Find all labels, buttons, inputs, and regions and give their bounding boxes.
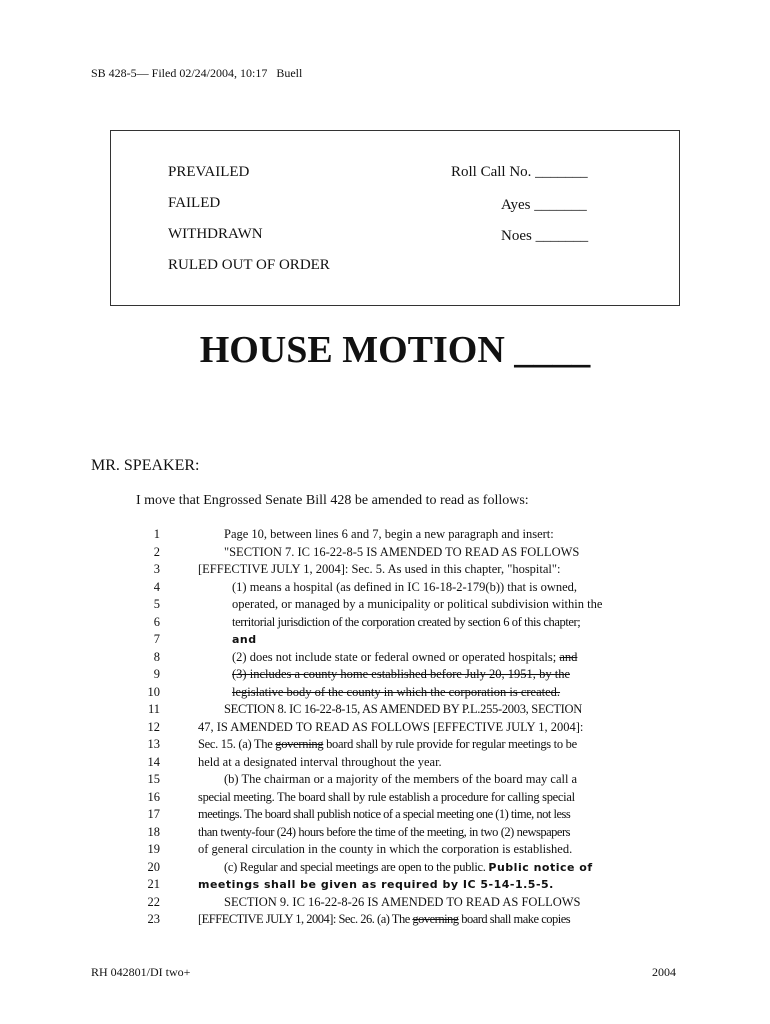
line-row	[0, 755, 770, 773]
noes-count: Noes _______	[501, 228, 589, 244]
line-text: (b) The chairman or a majority of the members of the board may call a	[224, 772, 578, 786]
line-row	[0, 842, 770, 860]
line-number: 13	[147, 737, 160, 751]
line-row	[0, 632, 770, 650]
line-text: SECTION 8. IC 16-22-8-15, AS AMENDED BY P.L.255-2003, SECTION	[224, 702, 582, 716]
line-text: of general circulation in the county in which the corporation is established.	[198, 842, 573, 856]
line-row	[0, 772, 770, 790]
line-text: [EFFECTIVE JULY 1, 2004]: Sec. 5. As used in this chapter, "hospital":	[198, 562, 561, 576]
line-number: 9	[153, 667, 160, 681]
line-row	[0, 545, 770, 563]
vote-status-box	[110, 130, 680, 306]
inserted-text: and	[232, 633, 257, 646]
line-number: 21	[147, 877, 160, 891]
line-text: territorial jurisdiction of the corporation created by section 6 of this chapter;	[232, 614, 581, 629]
footer-year: 2004	[652, 965, 676, 979]
line-row	[0, 895, 770, 913]
line-number: 11	[147, 702, 160, 716]
deleted-text: governing	[275, 737, 324, 751]
deleted-text: governing	[412, 912, 459, 926]
line-text: special meeting. The board shall by rule establish a procedure for calling special	[198, 789, 575, 804]
status-prevailed: PREVAILED	[168, 164, 250, 180]
line-number: 14	[147, 754, 160, 769]
footer-document-id: RH 042801/DI two+	[91, 965, 191, 979]
line-row	[0, 807, 770, 825]
line-number: 12	[147, 719, 160, 734]
addressee: MR. SPEAKER:	[91, 457, 200, 474]
line-row	[0, 737, 770, 755]
line-row	[0, 580, 770, 598]
line-text: (2) does not include state or federal owned or operated hospitals; and	[232, 649, 578, 664]
line-number: 1	[153, 527, 160, 541]
line-text: meetings. The board shall publish notice of a special meeting one (1) time, not less	[198, 807, 571, 821]
line-number: 19	[147, 842, 160, 856]
line-row	[0, 702, 770, 720]
status-withdrawn: WITHDRAWN	[168, 226, 263, 242]
line-row	[0, 562, 770, 580]
line-number: 10	[147, 684, 160, 699]
line-row	[0, 650, 770, 668]
line-row	[0, 825, 770, 843]
line-text: than twenty-four (24) hours before the time of the meeting, in two (2) newspapers	[198, 824, 570, 839]
line-text: "SECTION 7. IC 16-22-8-5 IS AMENDED TO READ AS FOLLOWS	[224, 544, 580, 559]
line-row	[0, 860, 770, 878]
roll-call-number: Roll Call No. _______	[451, 164, 588, 180]
line-number: 2	[153, 544, 160, 559]
line-text: 47, IS AMENDED TO READ AS FOLLOWS [EFFECTIVE JULY 1, 2004]:	[198, 719, 584, 734]
line-text: operated, or managed by a municipality or political subdivision within the	[232, 597, 603, 611]
line-text: (c) Regular and special meetings are open to the public. Public notice of	[224, 859, 593, 874]
deleted-text: and	[559, 649, 578, 664]
status-ruled-out: RULED OUT OF ORDER	[168, 257, 330, 273]
inserted-text: meetings shall be given as required by IC 5-14-1.5-5.	[198, 878, 554, 891]
line-text: (1) means a hospital (as defined in IC 16-18-2-179(b)) that is owned,	[232, 579, 578, 594]
line-text: Sec. 15. (a) The governing board shall by rule provide for regular meetings to be	[198, 737, 577, 751]
line-number: 8	[153, 649, 160, 664]
line-number: 22	[147, 894, 160, 909]
motion-title: HOUSE MOTION ____	[199, 329, 591, 371]
inserted-text: Public notice of	[488, 860, 593, 874]
line-number: 3	[153, 562, 160, 576]
line-row	[0, 790, 770, 808]
line-text	[198, 877, 570, 892]
line-number: 23	[147, 912, 160, 926]
ayes-count: Ayes _______	[501, 197, 587, 213]
line-text: [EFFECTIVE JULY 1, 2004]: Sec. 26. (a) The governing board shall make copies	[198, 912, 571, 926]
line-row	[0, 685, 770, 703]
line-text	[232, 632, 570, 647]
line-row	[0, 527, 770, 545]
line-row	[0, 877, 770, 895]
line-number: 6	[153, 614, 160, 629]
line-number: 18	[147, 824, 160, 839]
line-row	[0, 720, 770, 738]
deleted-text: (3) includes a county home established before July 20, 1951, by the	[232, 667, 570, 681]
document-header: SB 428-5— Filed 02/24/2004, 10:17 Buell	[91, 66, 303, 80]
line-text: SECTION 9. IC 16-22-8-26 IS AMENDED TO READ AS FOLLOWS	[224, 894, 581, 909]
line-number: 4	[153, 579, 160, 594]
line-number: 7	[153, 632, 160, 646]
line-number: 16	[147, 789, 160, 804]
line-number: 5	[153, 597, 160, 611]
line-text: Page 10, between lines 6 and 7, begin a new paragraph and insert:	[224, 527, 554, 541]
deleted-text: legislative body of the county in which the corporation is created.	[232, 684, 561, 699]
status-failed: FAILED	[168, 195, 221, 211]
line-number: 17	[147, 807, 160, 821]
line-number: 20	[147, 859, 160, 874]
line-row	[0, 912, 770, 930]
line-row	[0, 597, 770, 615]
line-number: 15	[147, 772, 160, 786]
line-row	[0, 615, 770, 633]
line-text: held at a designated interval throughout the year.	[198, 754, 442, 769]
line-row	[0, 667, 770, 685]
motion-intro: I move that Engrossed Senate Bill 428 be amended to read as follows:	[136, 493, 529, 508]
